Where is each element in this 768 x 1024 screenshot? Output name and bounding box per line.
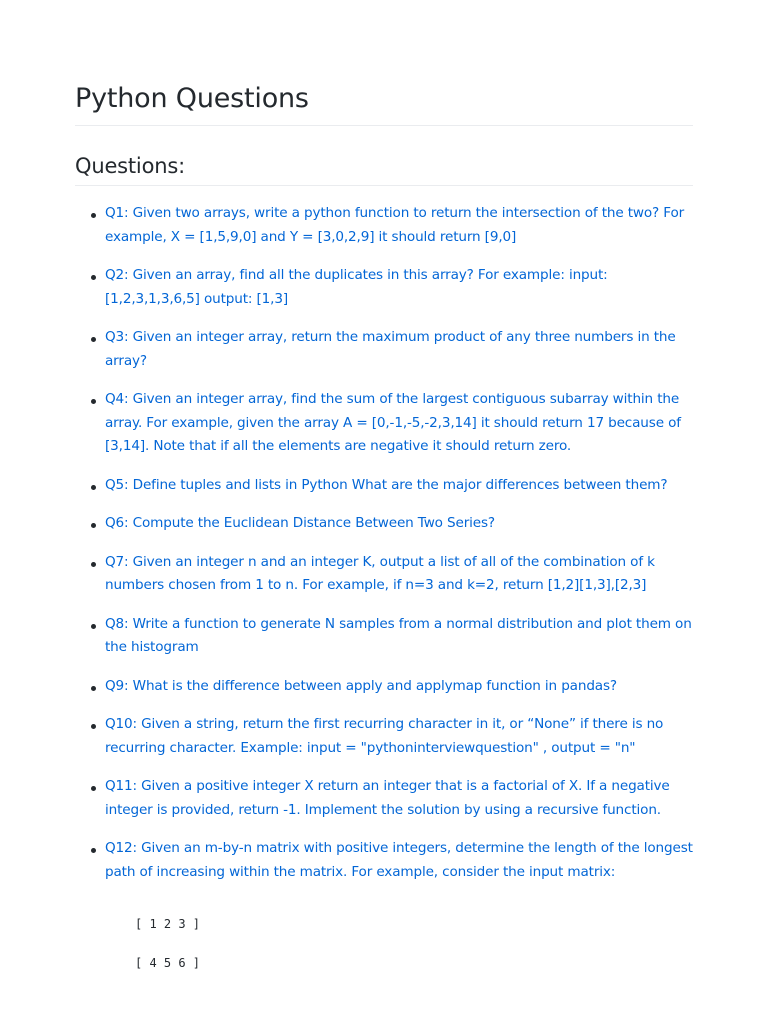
question-item [75,713,693,760]
section-heading: Questions: [75,154,185,178]
question-item [75,837,693,884]
bullet-icon [91,275,96,280]
title-divider [75,125,693,126]
question-link-q1[interactable]: Q1: Given two arrays, write a python function to return the intersection of the two? For example, X = [1,5,9,0] and Y = [3,0,2,9] it should return [9,0] [105,205,685,245]
bullet-icon [91,786,96,791]
question-item [75,613,693,660]
question-link-q4[interactable]: Q4: Given an integer array, find the sum of the largest contiguous subarray within the array. For example, given the array A = [0,-1,-5,-2,3,14] it should return 17 because of [3,14]. Note that if all the elements are negative it should return zero. [105,391,681,454]
question-link-q5[interactable]: Q5: Define tuples and lists in Python What are the major differences between them? [105,476,668,493]
bullet-icon [91,562,96,567]
question-link-q12[interactable]: Q12: Given an m-by-n matrix with positive integers, determine the length of the longest path of increasing within the matrix. For example, consider the input matrix: [105,840,693,880]
bullet-icon [91,399,96,404]
question-item [75,326,693,373]
question-item [75,675,693,699]
question-link-q6[interactable]: Q6: Compute the Euclidean Distance Between Two Series? [105,515,495,531]
question-item [75,474,693,498]
bullet-icon [91,213,96,218]
question-item [75,264,693,311]
bullet-icon [91,724,96,729]
question-item [75,512,693,536]
question-link-q10[interactable]: Q10: Given a string, return the first recurring character in it, or “None” if there is no recurring character. Example: input = "pythoninterviewquestion" , output = "n" [105,716,664,756]
question-item [75,388,693,459]
matrix-row: [ 1 2 3 ] [135,917,201,931]
question-link-q7[interactable]: Q7: Given an integer n and an integer K, output a list of all of the combination of k numbers chosen from 1 to n. For example, if n=3 and k=2, return [1,2][1,3],[2,3] [105,553,655,593]
bullet-icon [91,624,96,629]
question-link-q8[interactable]: Q8: Write a function to generate N samples from a normal distribution and plot them on the histogram [105,615,692,655]
question-item [75,202,693,249]
question-link-q9[interactable]: Q9: What is the difference between apply and applymap function in pandas? [105,677,617,694]
question-list [75,202,693,899]
bullet-icon [91,686,96,691]
question-item [75,551,693,598]
question-link-q3[interactable]: Q3: Given an integer array, return the maximum product of any three numbers in the array? [105,329,676,369]
matrix-row: [ 4 5 6 ] [135,956,201,970]
question-link-q11[interactable]: Q11: Given a positive integer X return an integer that is a factorial of X. If a negative integer is provided, return -1. Implement the solution by using a recursive function. [105,778,670,818]
bullet-icon [91,485,96,490]
bullet-icon [91,337,96,342]
bullet-icon [91,523,96,528]
section-divider [75,185,693,186]
question-item [75,775,693,822]
question-link-q2[interactable]: Q2: Given an array, find all the duplicates in this array? For example: input: [1,2,3,1,3,6,5] output: [1,3] [105,267,608,307]
page-title: Python Questions [75,83,309,114]
bullet-icon [91,848,96,853]
